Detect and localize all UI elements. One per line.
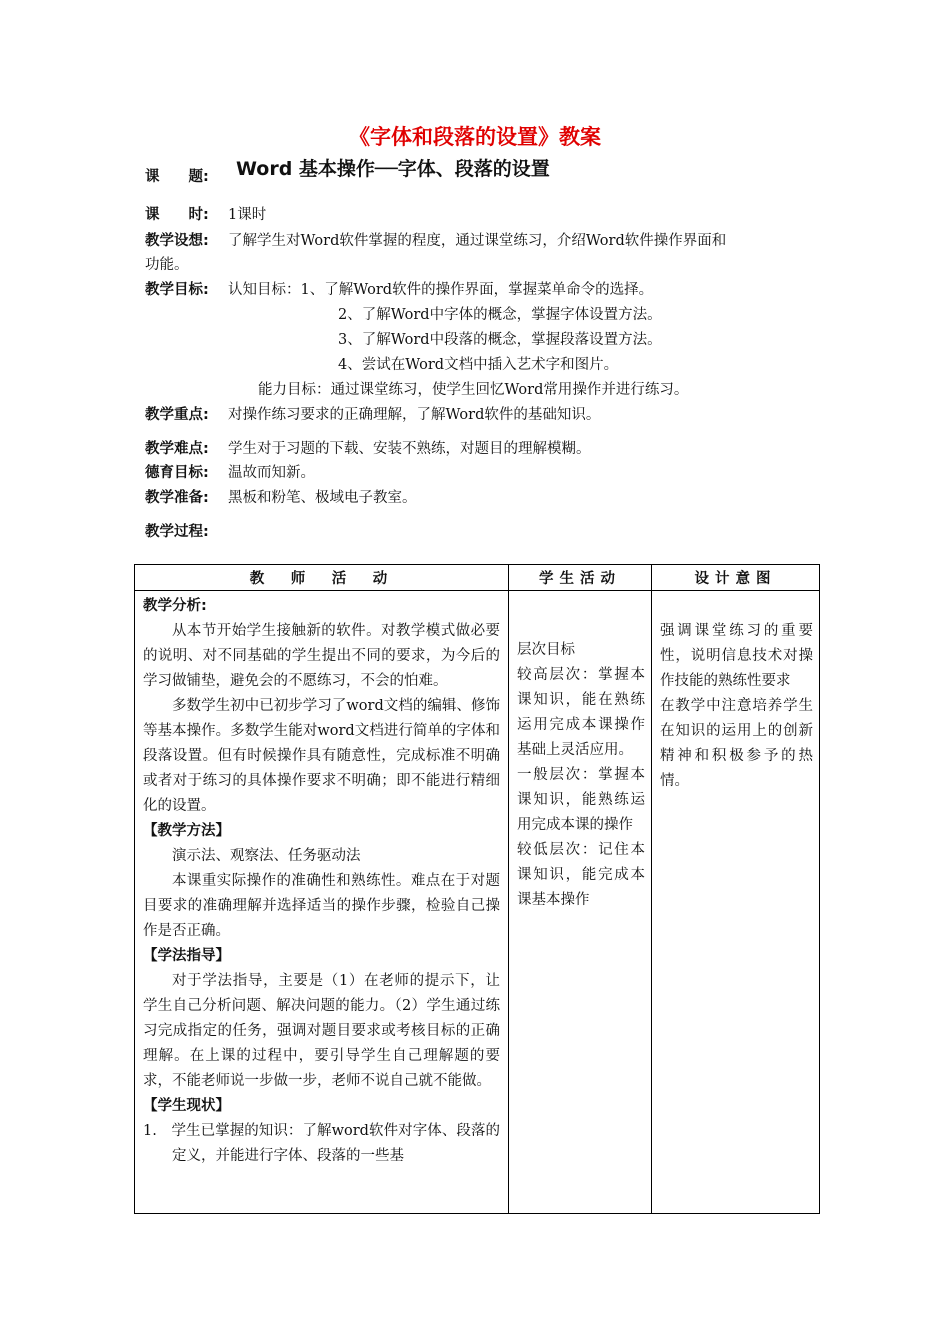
topic-label: 课 题: [145, 169, 209, 185]
document-title: 《字体和段落的设置》教案 [349, 125, 601, 149]
student-activity-cell [509, 591, 652, 1214]
student-level-title: 层次目标 [517, 642, 575, 658]
process-label: 教学过程: [145, 524, 209, 540]
student-level-high: 较高层次：掌握本课知识，能在熟练运用完成本课操作基础上灵活应用。 [517, 667, 645, 758]
moral-value: 温故而知新。 [228, 465, 315, 481]
design-label: 教学设想: [145, 233, 209, 249]
goal-cognitive-2: 2、了解Word中字体的概念，掌握字体设置方法。 [338, 307, 662, 323]
difficulty-value: 学生对于习题的下载、安装不熟练，对题目的理解模糊。 [228, 441, 591, 457]
topic-value: Word 基本操作──字体、段落的设置 [236, 158, 550, 180]
design-intent-1: 强调课堂练习的重要性，说明信息技术对操作技能的熟练性要求 [660, 623, 813, 689]
design-intent-cell [652, 591, 820, 1214]
table-row [135, 591, 820, 1214]
analysis-heading: 教学分析: [143, 598, 207, 614]
guide-paragraph: 对于学法指导，主要是（1）在老师的提示下，让学生自己分析问题、解决问题的能力。（2）学生通过练习完成指定的任务，强调对题目要求或考核目标的正确理解。在上课的过程中，要引导学生自己理解题的要求，不能老师说一步做一步，老师不说自己就不能做。 [143, 973, 500, 1089]
status-item-1: 1. 学生已掌握的知识：了解word软件对字体、段落的定义，并能进行字体、段落的一些基 [143, 1123, 500, 1164]
student-level-low: 较低层次：记住本课知识，能完成本课基本操作 [517, 842, 645, 908]
prep-label: 教学准备: [145, 490, 209, 506]
lesson-table [134, 564, 820, 1214]
method-paragraph-2: 本课重实际操作的准确性和熟练性。难点在于对题目要求的准确理解并选择适当的操作步骤，检验自己操作是否正确。 [143, 873, 500, 939]
guide-heading: 【学法指导】 [143, 948, 230, 964]
focus-value: 对操作练习要求的正确理解，了解Word软件的基础知识。 [228, 407, 601, 423]
hours-value: 1课时 [228, 207, 267, 223]
prep-value: 黑板和粉笔、极域电子教室。 [228, 490, 417, 506]
design-line-2: 功能。 [145, 257, 189, 273]
status-heading: 【学生现状】 [143, 1098, 230, 1114]
method-paragraph-1: 演示法、观察法、任务驱动法 [172, 848, 361, 864]
header-design-intent: 设计意图 [652, 565, 820, 591]
focus-label: 教学重点: [145, 407, 209, 423]
analysis-paragraph-1: 从本节开始学生接触新的软件。对教学模式做必要的说明、对不同基础的学生提出不同的要求，为今后的学习做铺垫，避免会的不愿练习，不会的怕难。 [143, 623, 500, 689]
header-student-activity: 学生活动 [509, 565, 652, 591]
difficulty-label: 教学难点: [145, 441, 209, 457]
teacher-activity-cell [135, 591, 509, 1214]
analysis-paragraph-2: 多数学生初中已初步学习了word文档的编辑、修饰等基本操作。多数学生能对word文档进行简单的字体和段落设置。但有时候操作具有随意性，完成标准不明确或者对于练习的具体操作要求不明确；即不能进行精细化的设置。 [143, 698, 500, 814]
goal-cognitive-4: 4、尝试在Word文档中插入艺术字和图片。 [338, 357, 619, 373]
goals-label: 教学目标: [145, 282, 209, 298]
goal-ability: 能力目标：通过课堂练习，使学生回忆Word常用操作并进行练习。 [258, 382, 689, 398]
method-heading: 【教学方法】 [143, 823, 230, 839]
moral-label: 德育目标: [145, 465, 209, 481]
student-level-mid: 一般层次：掌握本课知识，能熟练运用完成本课的操作 [517, 767, 645, 833]
design-intent-2: 在教学中注意培养学生在知识的运用上的创新精神和积极参予的热情。 [660, 698, 813, 789]
goal-cognitive-1: 认知目标：1、了解Word软件的操作界面，掌握菜单命令的选择。 [228, 282, 654, 298]
design-line-1: 了解学生对Word软件掌握的程度，通过课堂练习，介绍Word软件操作界面和 [228, 233, 727, 249]
header-teacher-activity: 教 师 活 动 [135, 565, 509, 591]
goal-cognitive-3: 3、了解Word中段落的概念，掌握段落设置方法。 [338, 332, 662, 348]
table-header-row [135, 565, 820, 591]
hours-label: 课 时: [145, 207, 209, 223]
